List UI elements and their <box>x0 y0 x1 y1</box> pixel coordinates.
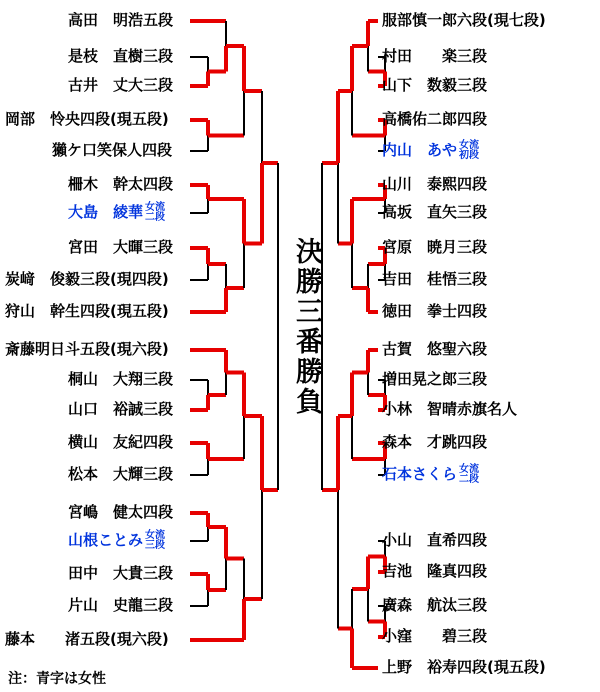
player-name <box>68 369 173 389</box>
player-name <box>5 269 169 289</box>
player-name-text: 岡部 怜央四段(現五段) <box>5 110 169 128</box>
player-name <box>5 339 169 359</box>
player-name-text: 徳田 拳士四段 <box>382 302 488 320</box>
player-name-text: 上野 裕寿四段(現五段) <box>382 658 546 676</box>
female-rank-line: 二段 <box>145 211 166 223</box>
female-rank-stack <box>459 141 479 161</box>
player-name-text: 吉田 桂悟三段 <box>382 270 488 288</box>
player-name <box>382 140 479 161</box>
player-name-text: 藤本 渚五段(現六段) <box>5 630 169 648</box>
player-name-text: 高橋佑二郎四段 <box>382 110 488 128</box>
player-name <box>382 301 487 321</box>
player-name-text: 高田 明浩五段 <box>68 11 174 29</box>
player-name-text: 炭﨑 俊毅三段(現四段) <box>5 270 169 288</box>
player-name <box>382 237 487 257</box>
female-rank-stack <box>145 531 165 551</box>
player-name <box>382 202 487 222</box>
player-name-text: 森本 才跳四段 <box>382 433 488 451</box>
player-name-text: 服部慎一郎六段(現七段) <box>382 11 546 29</box>
player-name-text: 内山 あや <box>382 141 458 159</box>
player-name <box>382 269 487 289</box>
player-name-text: 古賀 悠聖六段 <box>382 340 488 358</box>
player-name-text: 古井 丈大三段 <box>68 76 174 94</box>
player-name <box>382 109 487 129</box>
player-name-text: 宮田 大暉三段 <box>68 238 174 256</box>
player-name-text: 松本 大輝三段 <box>68 465 174 483</box>
player-name <box>68 563 173 583</box>
player-name-text: 廣森 航汰三段 <box>382 596 488 614</box>
female-rank-line: 女流 <box>145 201 166 213</box>
player-name-text: 小山 直希四段 <box>382 531 488 549</box>
player-name <box>68 399 173 419</box>
player-name-text: 大島 綾華 <box>68 203 144 221</box>
player-name-text: 山口 裕誠三段 <box>68 400 174 418</box>
player-name <box>68 237 173 257</box>
female-rank-line: 女流 <box>459 139 480 151</box>
player-name <box>382 626 487 646</box>
player-name <box>68 75 173 95</box>
player-name <box>382 464 479 485</box>
female-rank-line: 二段 <box>459 473 480 485</box>
player-name <box>68 595 173 615</box>
player-name <box>382 561 487 581</box>
legend-footnote: 注：青字は女性 <box>8 671 106 687</box>
player-name-text: 山根ことみ <box>68 531 144 549</box>
player-name <box>5 301 169 321</box>
player-name <box>382 369 487 389</box>
player-name <box>68 464 173 484</box>
player-name-text: 片山 史龍三段 <box>68 596 174 614</box>
player-name-text: 吉池 隆真四段 <box>382 562 488 580</box>
player-name <box>382 46 487 66</box>
player-name-text: 山下 数毅三段 <box>382 76 488 94</box>
female-rank-line: 女流 <box>459 463 480 475</box>
player-name <box>382 657 546 677</box>
female-rank-line: 三段 <box>145 539 166 551</box>
player-name <box>5 109 169 129</box>
female-rank-line: 初段 <box>459 149 480 161</box>
player-name <box>382 432 487 452</box>
player-name <box>382 530 487 550</box>
player-name <box>52 140 172 160</box>
player-name <box>382 174 487 194</box>
player-name-text: 横山 友紀四段 <box>68 433 174 451</box>
player-name <box>382 10 546 30</box>
player-name <box>68 10 173 30</box>
player-name-text: 小林 智晴赤旗名人 <box>382 400 518 418</box>
player-name-text: 田中 大貴三段 <box>68 564 174 582</box>
player-name <box>68 530 165 551</box>
player-name <box>68 46 173 66</box>
player-name-text: 獺ケ口笑保人四段 <box>52 141 173 159</box>
player-name-text: 村田 楽三段 <box>382 47 488 65</box>
player-name-text: 是枝 直樹三段 <box>68 47 174 65</box>
player-name-text: 狩山 幹生四段(現五段) <box>5 302 169 320</box>
player-name <box>68 502 173 522</box>
player-name-text: 小窪 碧三段 <box>382 627 488 645</box>
female-rank-stack <box>459 465 479 485</box>
player-name <box>5 629 169 649</box>
player-name <box>68 202 165 223</box>
player-name-text: 増田晃之郎三段 <box>382 370 488 388</box>
final-series-label: 決勝三番勝負 <box>291 237 322 417</box>
player-name-text: 石本さくら <box>382 465 458 483</box>
female-rank-line: 女流 <box>145 529 166 541</box>
player-name-text: 宮嶋 健太四段 <box>68 503 174 521</box>
player-name-text: 斎藤明日斗五段(現六段) <box>5 340 169 358</box>
player-name <box>68 432 173 452</box>
player-name-text: 桐山 大翔三段 <box>68 370 174 388</box>
player-name <box>382 595 487 615</box>
female-rank-stack <box>145 203 165 223</box>
player-name <box>382 399 517 419</box>
player-name-text: 高坂 直矢三段 <box>382 203 488 221</box>
player-name-text: 柵木 幹太四段 <box>68 175 174 193</box>
player-name <box>382 75 487 95</box>
player-name-text: 宮原 暁月三段 <box>382 238 488 256</box>
player-name-text: 山川 泰熙四段 <box>382 175 488 193</box>
player-name <box>382 339 487 359</box>
player-name <box>68 174 173 194</box>
